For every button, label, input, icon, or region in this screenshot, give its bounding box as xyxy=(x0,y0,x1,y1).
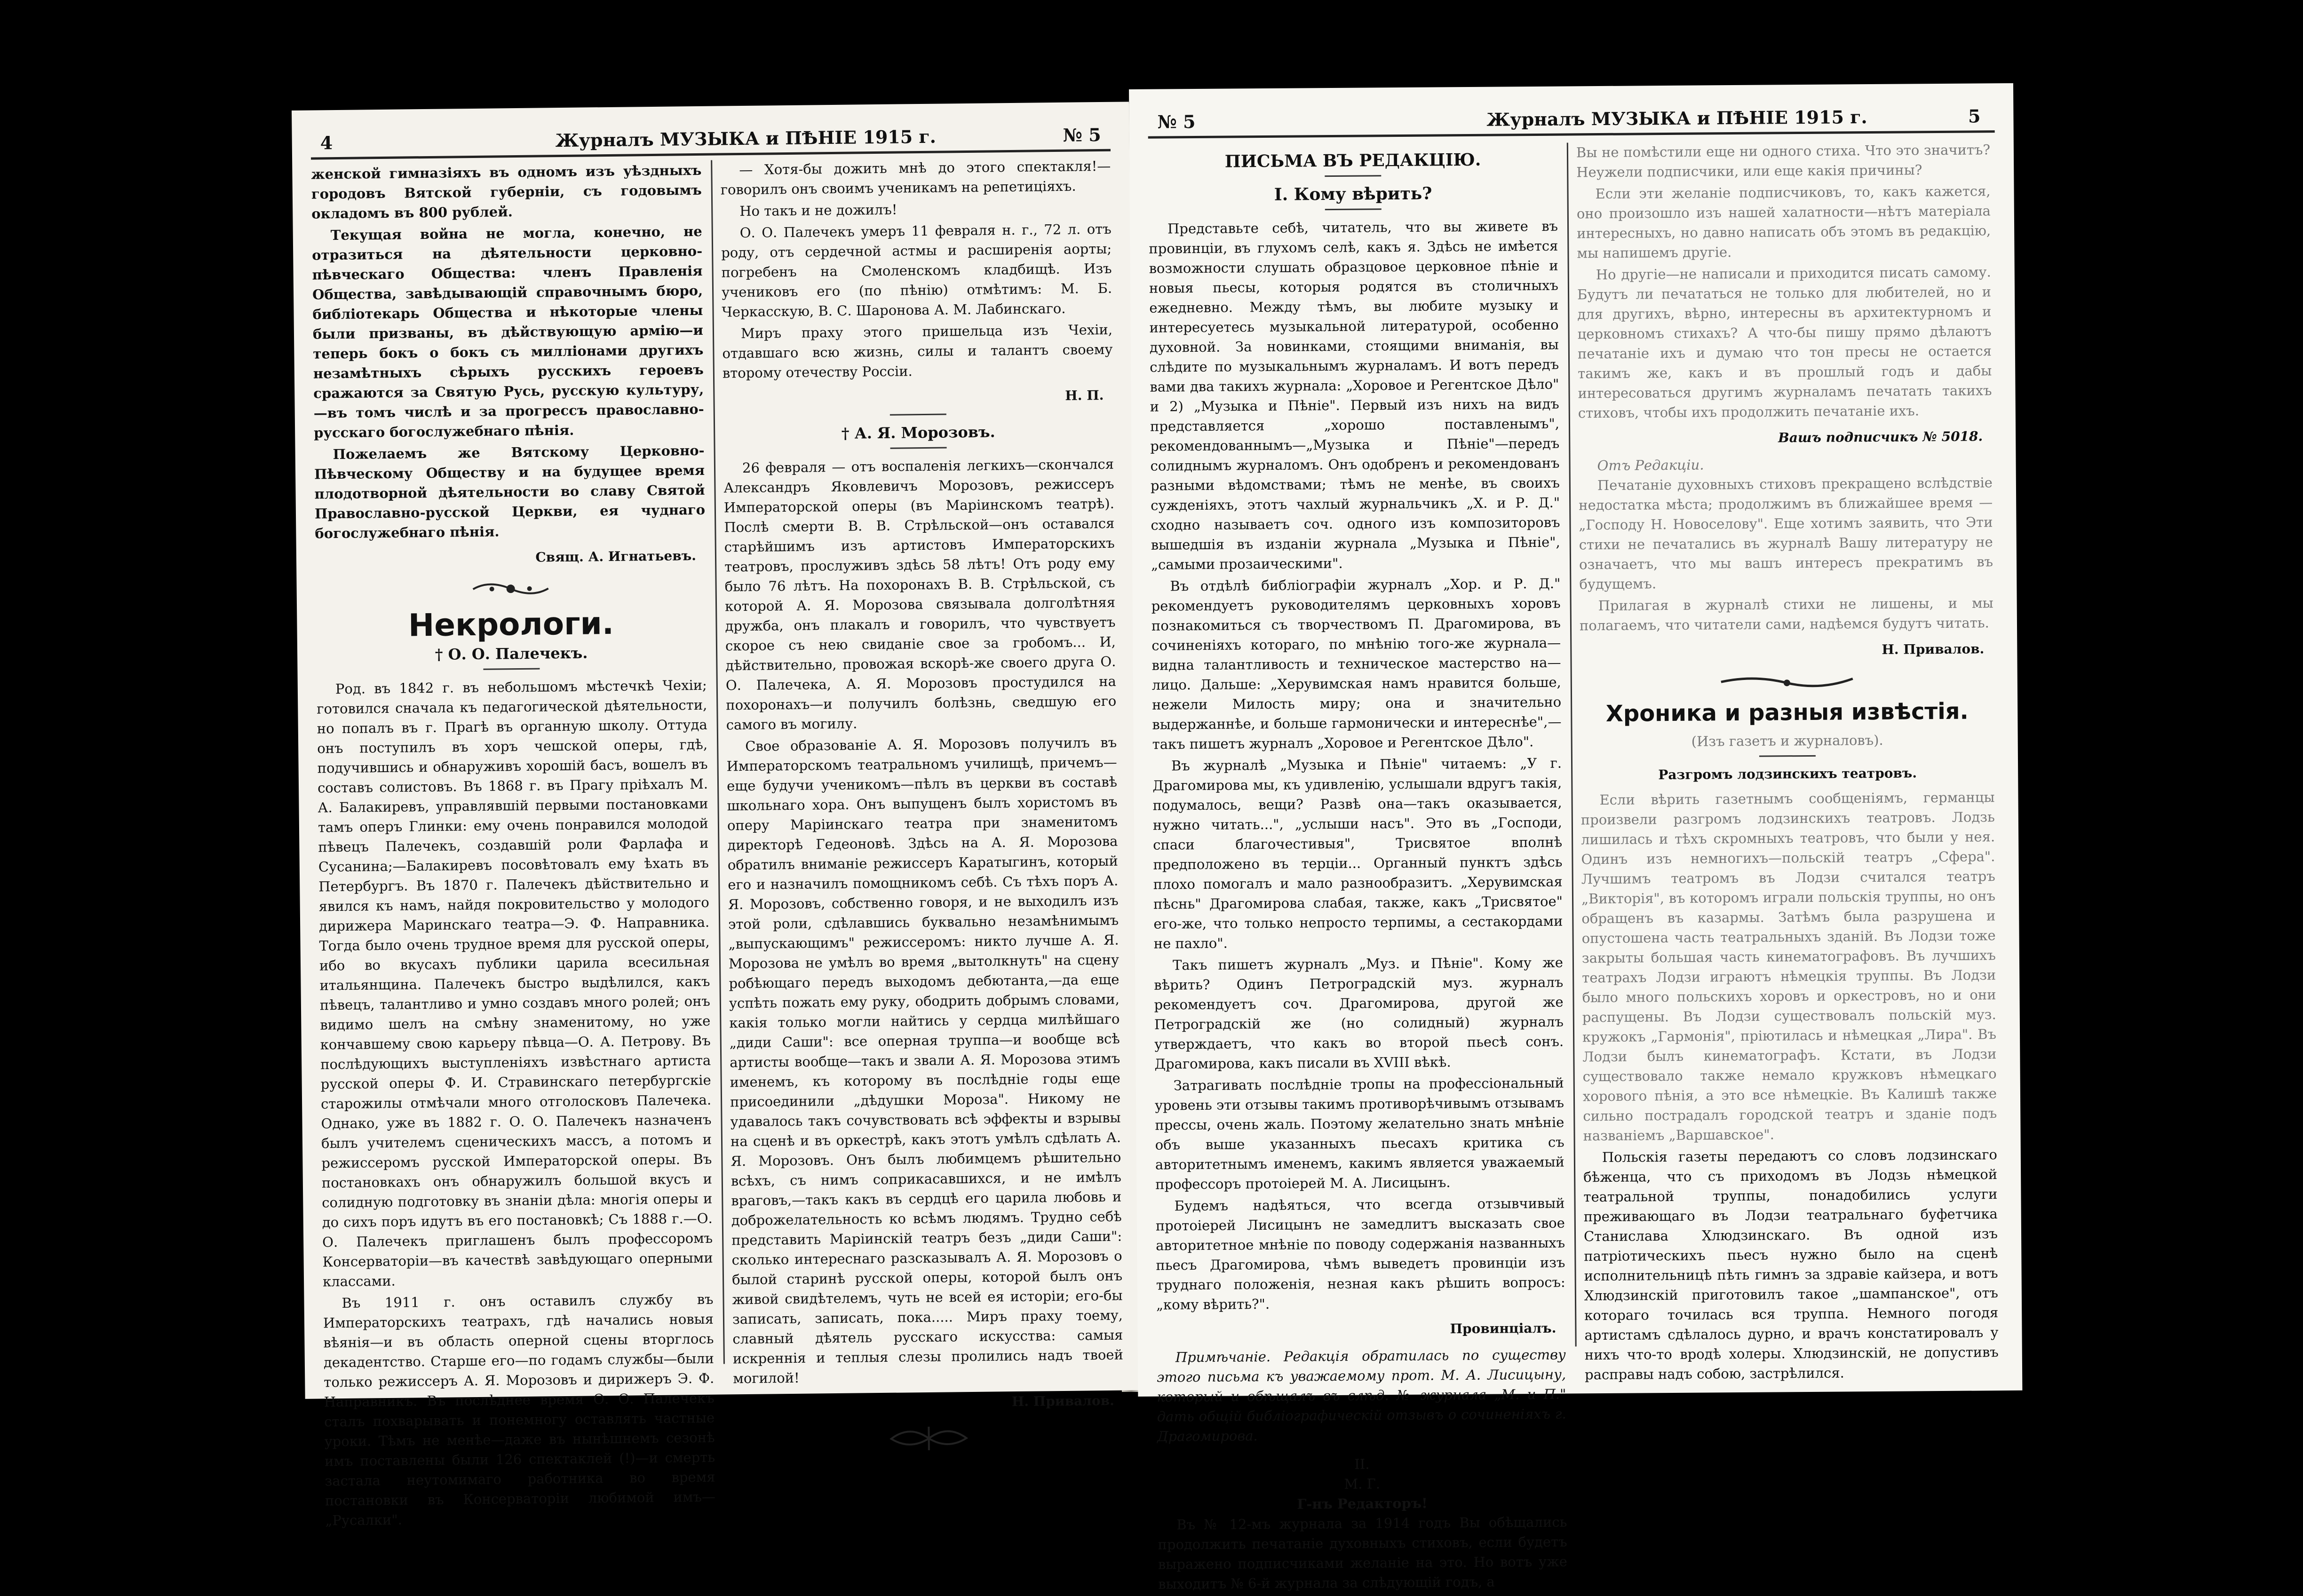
section-subtitle: (Изъ газетъ и журналовъ). xyxy=(1691,732,1883,750)
paragraph: Въ № 12-мъ журнала за 1914 годъ Вы обѣщались продолжить печатаніе духовныхъ стиховъ, если будетъ выражено подписчиками желаніе на это. Но вотъ уже выходитъ № 6-й журнала за слѣдующій годъ, а xyxy=(1158,1514,1567,1592)
news-title: Разгромъ лодзинскихъ театровъ. xyxy=(1658,765,1917,783)
divider xyxy=(890,447,947,449)
left-column-1 xyxy=(311,160,715,1533)
signature: Вашъ подписчикъ № 5018. xyxy=(1778,428,1983,446)
obituary-title: † А. Я. Морозовъ. xyxy=(841,423,995,442)
paragraph: Печатаніе духовныхъ стиховъ прекращено вслѣдствіе недостатка мѣста; продолжимъ въ ближайшее время — „Господу Н. Новоселову". Еще хотимъ заявить, что Эти стихи не печатались въ журналѣ Вашу литературу не означаетъ, что мы вашъ интересъ прекратимъ въ будущемъ. xyxy=(1579,474,1993,593)
right-column-1 xyxy=(1148,143,1568,1596)
divider xyxy=(1325,175,1381,177)
page-number: 4 xyxy=(320,132,333,154)
paragraph: Въ отдѣлѣ библіографіи журналъ „Хор. и Р. Д." рекомендуетъ руководителямъ церковныхъ хоровъ познакомиться съ творчествомъ П. Драгомирова, въ сочиненіяхъ котораго, по мнѣнію того-же журнала—видна талантливость и техническое мастерство на—лицо. Дальше: „Херувимская намъ нравится больше, нежели Милость миру; она и значительно выдержаннѣе, и больше гармонически и интереснѣе",—такъ пишетъ журналъ „Хоровое и Регентское Дѣло". xyxy=(1151,575,1562,752)
letter-number: II. xyxy=(1354,1456,1370,1472)
section-title: Некрологи. xyxy=(408,605,614,644)
paragraph: Затрагивать послѣдніе тропы на профессіональный уровень эти отзывы такимъ противорѣчивымъ отзывамъ прессы, очень жаль. Поэтому желательно знать мнѣніе объ выше указанныхъ пьесахъ критика съ авторитетнымъ именемъ, какимъ является уважаемый профессоръ протоіерей М. А. Лисицынъ. xyxy=(1154,1075,1565,1193)
letter-title: I. Кому вѣрить? xyxy=(1274,183,1432,205)
page-number: 5 xyxy=(1968,105,1981,127)
issue-number: № 5 xyxy=(1063,124,1101,146)
paragraph: женской гимназіяхъ въ одномъ изъ уѣздныхъ городовъ Вятской губерніи, съ годовымъ окладомъ въ 800 рублей. xyxy=(311,162,702,222)
signature: Н. Привалов. xyxy=(1882,641,1985,657)
ornament-icon xyxy=(1716,669,1858,694)
paragraph: Миръ праху этого пришельца изъ Чехіи, отдавшаго всю жизнь, силы и талантъ своему второму отечеству Россіи. xyxy=(722,321,1113,381)
paragraph: Пожелаемъ же Вятскому Церковно-Пѣвческому Обществу и на будущее время плодотворной дѣятельности во славу Святой Православно-русской Церкви, ея чуднаго богослужебнаго пѣнія. xyxy=(314,442,706,542)
paragraph: Но другіе—не написали и приходится писать самому. Будутъ ли печататься не только для любителей, но и для другихъ, вѣрно, интересны въ архитектурномъ и церковномъ стихахъ? А что-бы пишу прямо дѣлаютъ печатаніе ихъ и думаю что тон пресы не остается такимъ же, какъ и въ прошлый годъ и дабы интересоваться другимъ журналамъ печатать такихъ стиховъ, чтобы ихъ продолжить печатаніе ихъ. xyxy=(1577,264,1992,421)
paragraph: Текущая война не могла, конечно, не отразиться на дѣятельности церковно-пѣвческаго Общества: членъ Правленія Общества, завѣдывающій справочнымъ бюро, библіотекарь Общества и нѣкоторые члены были призваны, въ дѣйствующую армію—и теперь бокъ о бокъ съ милліонами другихъ незамѣтныхъ сѣрыхъ русскихъ героевъ сражаются за Святую Русь, русскую культуру,—въ томъ числѣ и за прогрессъ православно-русскаго богослужебнаго пѣнія. xyxy=(312,223,704,441)
divider xyxy=(483,668,540,670)
paragraph: Представьте себѣ, читатель, что вы живете въ провинціи, въ глухомъ селѣ, какъ я. Здѣсь не имѣется возможности слушать образцовое церковное пѣніе и новыя пьесы, которыя родятся въ столичныхъ ежедневно. Между тѣмъ, вы любите музыку и интересуетесь музыкальной литературой, особенно духовной. За новинками, стоящими вниманія, вы слѣдите по музыкальнымъ журналамъ. И вотъ передъ вами два такихъ журнала: „Хоровое и Регентское Дѣло" и 2) „Музыка и Пѣніе". Первый изъ нихъ на видъ представляется „хорошо поставленымъ", рекомендованнымъ—„Музыка и Пѣніе"—передъ солиднымъ журналомъ. Онъ одобренъ и рекомендованъ разными вѣдомствами; тѣмъ не менѣе, въ своихъ сужденіяхъ, этотъ чахлый журнальчикъ „Х. и Р. Д." сходно называетъ соч. одного изъ композиторовъ вышедшія въ изданіи журнала „Музыка и Пѣніе", „самыми прозаическими". xyxy=(1149,218,1560,573)
divider xyxy=(1759,755,1816,757)
signature: Н. Привалов. xyxy=(1011,1392,1114,1410)
paragraph: Такъ пишетъ журналъ „Муз. и Пѣніе". Кому же вѣрить? Одинъ Петроградскій муз. журналъ рекомендуетъ соч. Драгомирова, другой же Петроградскій же (но солидный) журналъ утверждаетъ, что какъ во второй пьесѣ сонъ. Драгомирова, какъ писали въ XVIII вѣкѣ. xyxy=(1154,954,1564,1072)
paragraph: Польскія газеты передаютъ со словъ лодзинскаго бѣженца, что съ приходомъ въ Лодзь нѣмецкой театральной труппы, понадобились услуги преживающаго въ Лодзи театральнаго буфетчика Станислава Хлюдзинскаго. Въ одной изъ патріотическихъ пьесъ нужно было на сценѣ исполнительницѣ пѣть гимнъ за здравіе кайзера, и вотъ Хлюдзинскій приготовилъ такое „шампанское", отъ котораго точилась вся труппа. Немного погодя артистамъ сдѣлалось дурно, и врачъ констатировалъ у нихъ что-то вродѣ холеры. Хлюдзинскій, не допустивъ расправы надъ собою, застрѣлился. xyxy=(1583,1146,1999,1383)
paragraph: Прилагая в журналѣ стихи не лишены, и мы полагаемъ, что читатели сами, надѣемся будутъ читать. xyxy=(1579,595,1993,634)
paragraph: Вы не помѣстили еще ни одного стиха. Что это значитъ? Неужели подписчики, или еще какія причины? xyxy=(1576,142,1991,181)
section-title: Хроника и разныя извѣстія. xyxy=(1605,698,1969,727)
journal-title: Журналъ МУЗЫКА и ПѢНІЕ 1915 г. xyxy=(1486,106,1867,130)
ornament-icon xyxy=(468,577,553,601)
signature: Свящ. А. Игнатьевъ. xyxy=(535,548,697,565)
paragraph: Свое образованіе А. Я. Морозовъ получилъ въ Императорскомъ театральномъ училищѣ, причемъ—еще будучи ученикомъ—пѣлъ въ церкви въ составѣ школьнаго хора. Онъ выпущенъ былъ хористомъ въ оперу Маріинскаго театра при знаменитомъ директорѣ Гедеоновѣ. Здѣсь на А. Я. Морозова обратилъ вниманіе режиссеръ Каратыгинъ, который его и назначилъ помощникомъ себѣ. Съ тѣхъ поръ А. Я. Морозовъ, собственно говоря, и не выходилъ изъ этой роли, сдѣлавшись буквально незамѣнимымъ „выпускающимъ" режиссеромъ: никто лучше А. Я. Морозова не умѣлъ во время „вытолкнуть" на сцену робѣющаго передъ выходомъ дебютанта,—да еще успѣть пожать ему руку, ободрить добрымъ словами, какія только могли найтись у сердца милѣйшаго „диди Саши": все оперная труппа—и вообще всѣ артисты вообще—такъ и звали А. Я. Морозова этимъ именемъ, къ которому въ послѣдніе годы еще присоединили „дѣдушки Мороза". Никому не удавалось такъ сочувствовать всѣ эффекты и взрывы на сценѣ и въ оркестрѣ, какъ этотъ умѣлъ сдѣлать А. Я. Морозовъ. Онъ былъ любимцемъ рѣшительно всѣхъ, съ нимъ соприкасавшихся, и не имѣлъ враговъ,—такъ какъ въ сердцѣ его царила любовь и доброжелательность ко всѣмъ людямъ. Трудно себѣ представить Маріинскій театръ безъ „диди Саши": сколько интереснаго разсказывалъ А. Я. Морозовъ о былой старинѣ русской оперы, которой былъ онъ живой свидѣтелемъ, чуть не всей ея исторіи; его-бы записать, записать, пока..... Миръ праху тоему, славный дѣятель русскаго искусства: самыя искреннія и теплыя слезы пролились надъ твоей могилой! xyxy=(726,734,1123,1387)
paragraph: 26 февраля — отъ воспаленія легкихъ—скончался Александръ Яковлевичъ Морозовъ, режиссеръ Императорской оперы (въ Маріинскомъ театрѣ). Послѣ смерти В. В. Стрѣльской—онъ оставался старѣйшимъ изъ артистовъ Императорскихъ театровъ, прослуживъ здѣсь 58 лѣтъ! Отъ роду ему было 76 лѣтъ. На похоронахъ В. В. Стрѣльской, съ которой А. Я. Морозова связывала долголѣтняя дружба, онъ плакалъ и говорилъ, что чувствуетъ скорое съ нею свиданіе свое за гробомъ... И, дѣйствительно, провожая вскорѣ-же своего друга О. О. Палечека, А. Я. Морозовъ простудился на похоронахъ—и получилъ болѣзнь, сведшую его самого въ могилу. xyxy=(723,456,1117,733)
left-page xyxy=(292,102,1143,1529)
ornament-icon xyxy=(877,1422,981,1455)
paragraph: Будемъ надѣяться, что всегда отзывчивый протоіерей Лисицынъ не замедлитъ высказать свое авторитетное мнѣніе по поводу содержанія названныхъ пьесъ Драгомирова, чѣмъ выведетъ провинціи изъ труднаго положенія, незная какъ рѣшить вопросъ: „кому вѣрить?". xyxy=(1155,1195,1565,1313)
letter-greeting: Г-нъ Редакторъ! xyxy=(1297,1495,1428,1512)
column-divider xyxy=(1567,142,1577,1346)
right-page-header xyxy=(1148,102,1994,139)
journal-title: Журналъ МУЗЫКА и ПѢНІЕ 1915 г. xyxy=(555,126,937,151)
paragraph: Въ журналѣ „Музыка и Пѣніе" читаемъ: „У г. Драгомирова мы, къ удивленію, услышали вдругъ такія, подумалось, вещи? Развѣ она—такъ оказывается, нужно читать...", „услыши насъ". Это въ „Господи, спаси благочестивыя", Трисвятое вполнѣ предположено въ терціи... Органный пунктъ здѣсь плохо помогалъ и мало разнообразитъ. „Херувимская пѣснь" Драгомирова слабая, также, какъ „Трисвятое" его-же, что только непросто терпимы, а сестакордами не пахло". xyxy=(1152,755,1563,952)
paragraph: Род. въ 1842 г. въ небольшомъ мѣстечкѣ Чехіи; готовился сначала къ педагогической дѣятельности, но попалъ въ г. Прагѣ въ органную школу. Оттуда онъ поступилъ въ хоръ чешской оперы, гдѣ, подучившись и обнаруживъ хорошій басъ, вошелъ въ составъ солистовъ. Въ 1868 г. въ Прагу пріѣхалъ М. А. Балакиревъ, управлявшій первыми постановками тамъ оперъ Глинки: ему очень понравился молодой пѣвецъ Палечекъ, создавшій роли Фарлафа и Сусанина;—Балакиревъ посовѣтовалъ ему ѣхать въ Петербургъ. Въ 1870 г. Палечекъ дѣйствительно и явился къ намъ, найдя покровительство у молодого дирижера Маринскаго театра—Э. Ф. Направника. Тогда было очень трудное время для русской оперы, ибо во вкусахъ публики царила всесильная итальянщина. Палечекъ быстро выдѣлился, какъ пѣвецъ, талантливо и умно создавъ много ролей; онъ видимо шелъ на смѣну знаменитому, но уже кончавшему свою карьеру пѣвца—О. А. Петрову. Въ послѣдующихъ выступленіяхъ извѣстнаго артиста русской оперы Ф. И. Стравинскаго петербургскіе старожилы отмѣчали много отголосковъ Палечека. Однако, уже въ 1882 г. О. О. Палечекъ назначенъ былъ учителемъ сценическихъ массъ, а потомъ и режиссеромъ русской Императорской оперы. Въ постановкахъ онъ обнаружилъ большой вкусъ и солидную подготовку въ знаніи дѣла: многія оперы и до сихъ поръ идутъ въ его постановкѣ; Съ 1888 г.—О. О. Палечекъ приглашенъ былъ профессоромъ Консерваторіи—въ качествѣ завѣдующаго оперными классами. xyxy=(317,677,713,1290)
left-page-header xyxy=(310,121,1111,160)
paragraph: Но такъ и не дожилъ! xyxy=(739,201,897,220)
paragraph: О. О. Палечекъ умеръ 11 февраля н. г., 72 л. отъ роду, отъ сердечной астмы и расширенія аорты; погребенъ на Смоленскомъ кладбищѣ. Изъ учениковъ его (по пѣнію) отмѣтимъ: М. Б. Черкасскую, В. С. Шаронова А. М. Лабинскаго. xyxy=(721,221,1112,320)
letter-salutation: М. Г. xyxy=(1344,1476,1381,1492)
paragraph: Въ 1911 г. онъ оставилъ службу въ Императорскихъ театрахъ, гдѣ начались новыя вѣянія—и въ область оперной сцены вторглось декадентство. Старше его—по годамъ службы—были только режиссеръ А. Я. Морозовъ и дирижеръ Э. Ф. Направникъ. Въ послѣднее время О. О. Палечекъ сталъ похварывать и понемногу оставлять частные уроки. Тѣмъ не менѣе—даже въ нынѣшнемъ сезонѣ имъ поставлены были 126 спектаклей (!)—и смерть застала неутомимаго работника во время постановки въ Консерваторіи любимой имъ—„Русалки". xyxy=(323,1291,716,1529)
signature: Провинціалъ. xyxy=(1450,1320,1557,1337)
section-title: ПИСЬМА ВЪ РЕДАКЦІЮ. xyxy=(1224,150,1481,172)
right-page xyxy=(1129,83,2022,1592)
note-title: Отъ Редакціи. xyxy=(1597,457,1704,474)
divider xyxy=(890,413,946,415)
paragraph: Если вѣрить газетнымъ сообщеніямъ, германцы произвели разгромъ лодзинскихъ театровъ. Лодзь лишилась и тѣхъ скромныхъ театровъ, что были у нея. Одинъ изъ немногихъ—польскій театръ „Сфера". Лучшимъ театромъ въ Лодзи считался театръ „Викторія", въ которомъ играли польскія труппы, но онъ обращенъ въ казармы. Затѣмъ была разрушена и опустошена часть театральныхъ зданій. Въ Лодзи тоже закрыты большая часть кинематографовъ. Въ лучшихъ театрахъ Лодзи играютъ нѣмецкія труппы. Въ Лодзи было много польскихъ хоровъ и оркестровъ, но и они распущены. Въ Лодзи существовалъ польскій муз. кружокъ „Гармонія", пріютилась и нѣмецкая „Лира". Въ Лодзи былъ кинематографъ. Кстати, въ Лодзи существовало также немало кружковъ нѣмецкаго хорового пѣнія, а это все нѣмецкіе. Въ Калишѣ также сильно пострадалъ городской театръ и зданіе подъ названіемъ „Варшавское". xyxy=(1580,789,1997,1144)
obituary-title: † О. О. Палечекъ. xyxy=(435,644,588,664)
paragraph: Если эти желаніе подписчиковъ, то, какъ кажется, оно произошло изъ нашей халатности—нѣтъ матеріала интересныхъ, но давно написать объ этомъ въ редакцію, мы напишемъ другіе. xyxy=(1576,183,1991,261)
issue-number: № 5 xyxy=(1157,111,1196,133)
left-column-2 xyxy=(720,156,1124,1467)
paragraph: — Хотя-бы дожить мнѣ до этого спектакля!—говорилъ онъ своимъ ученикамъ на репетиціяхъ. xyxy=(720,158,1111,198)
right-column-2 xyxy=(1576,140,1999,1386)
divider xyxy=(1325,208,1382,210)
editor-note: Примѣчаніе. Редакція обратилась по существу этого письма къ уважаемому прот. М. А. Лисицыну, который и обѣщалъ въ слѣд. № журнала „М. и П." дать общій библіографическій отзывъ о сочиненіяхъ г. Драгомирова. xyxy=(1157,1346,1566,1445)
signature: Н. П. xyxy=(1065,387,1104,403)
